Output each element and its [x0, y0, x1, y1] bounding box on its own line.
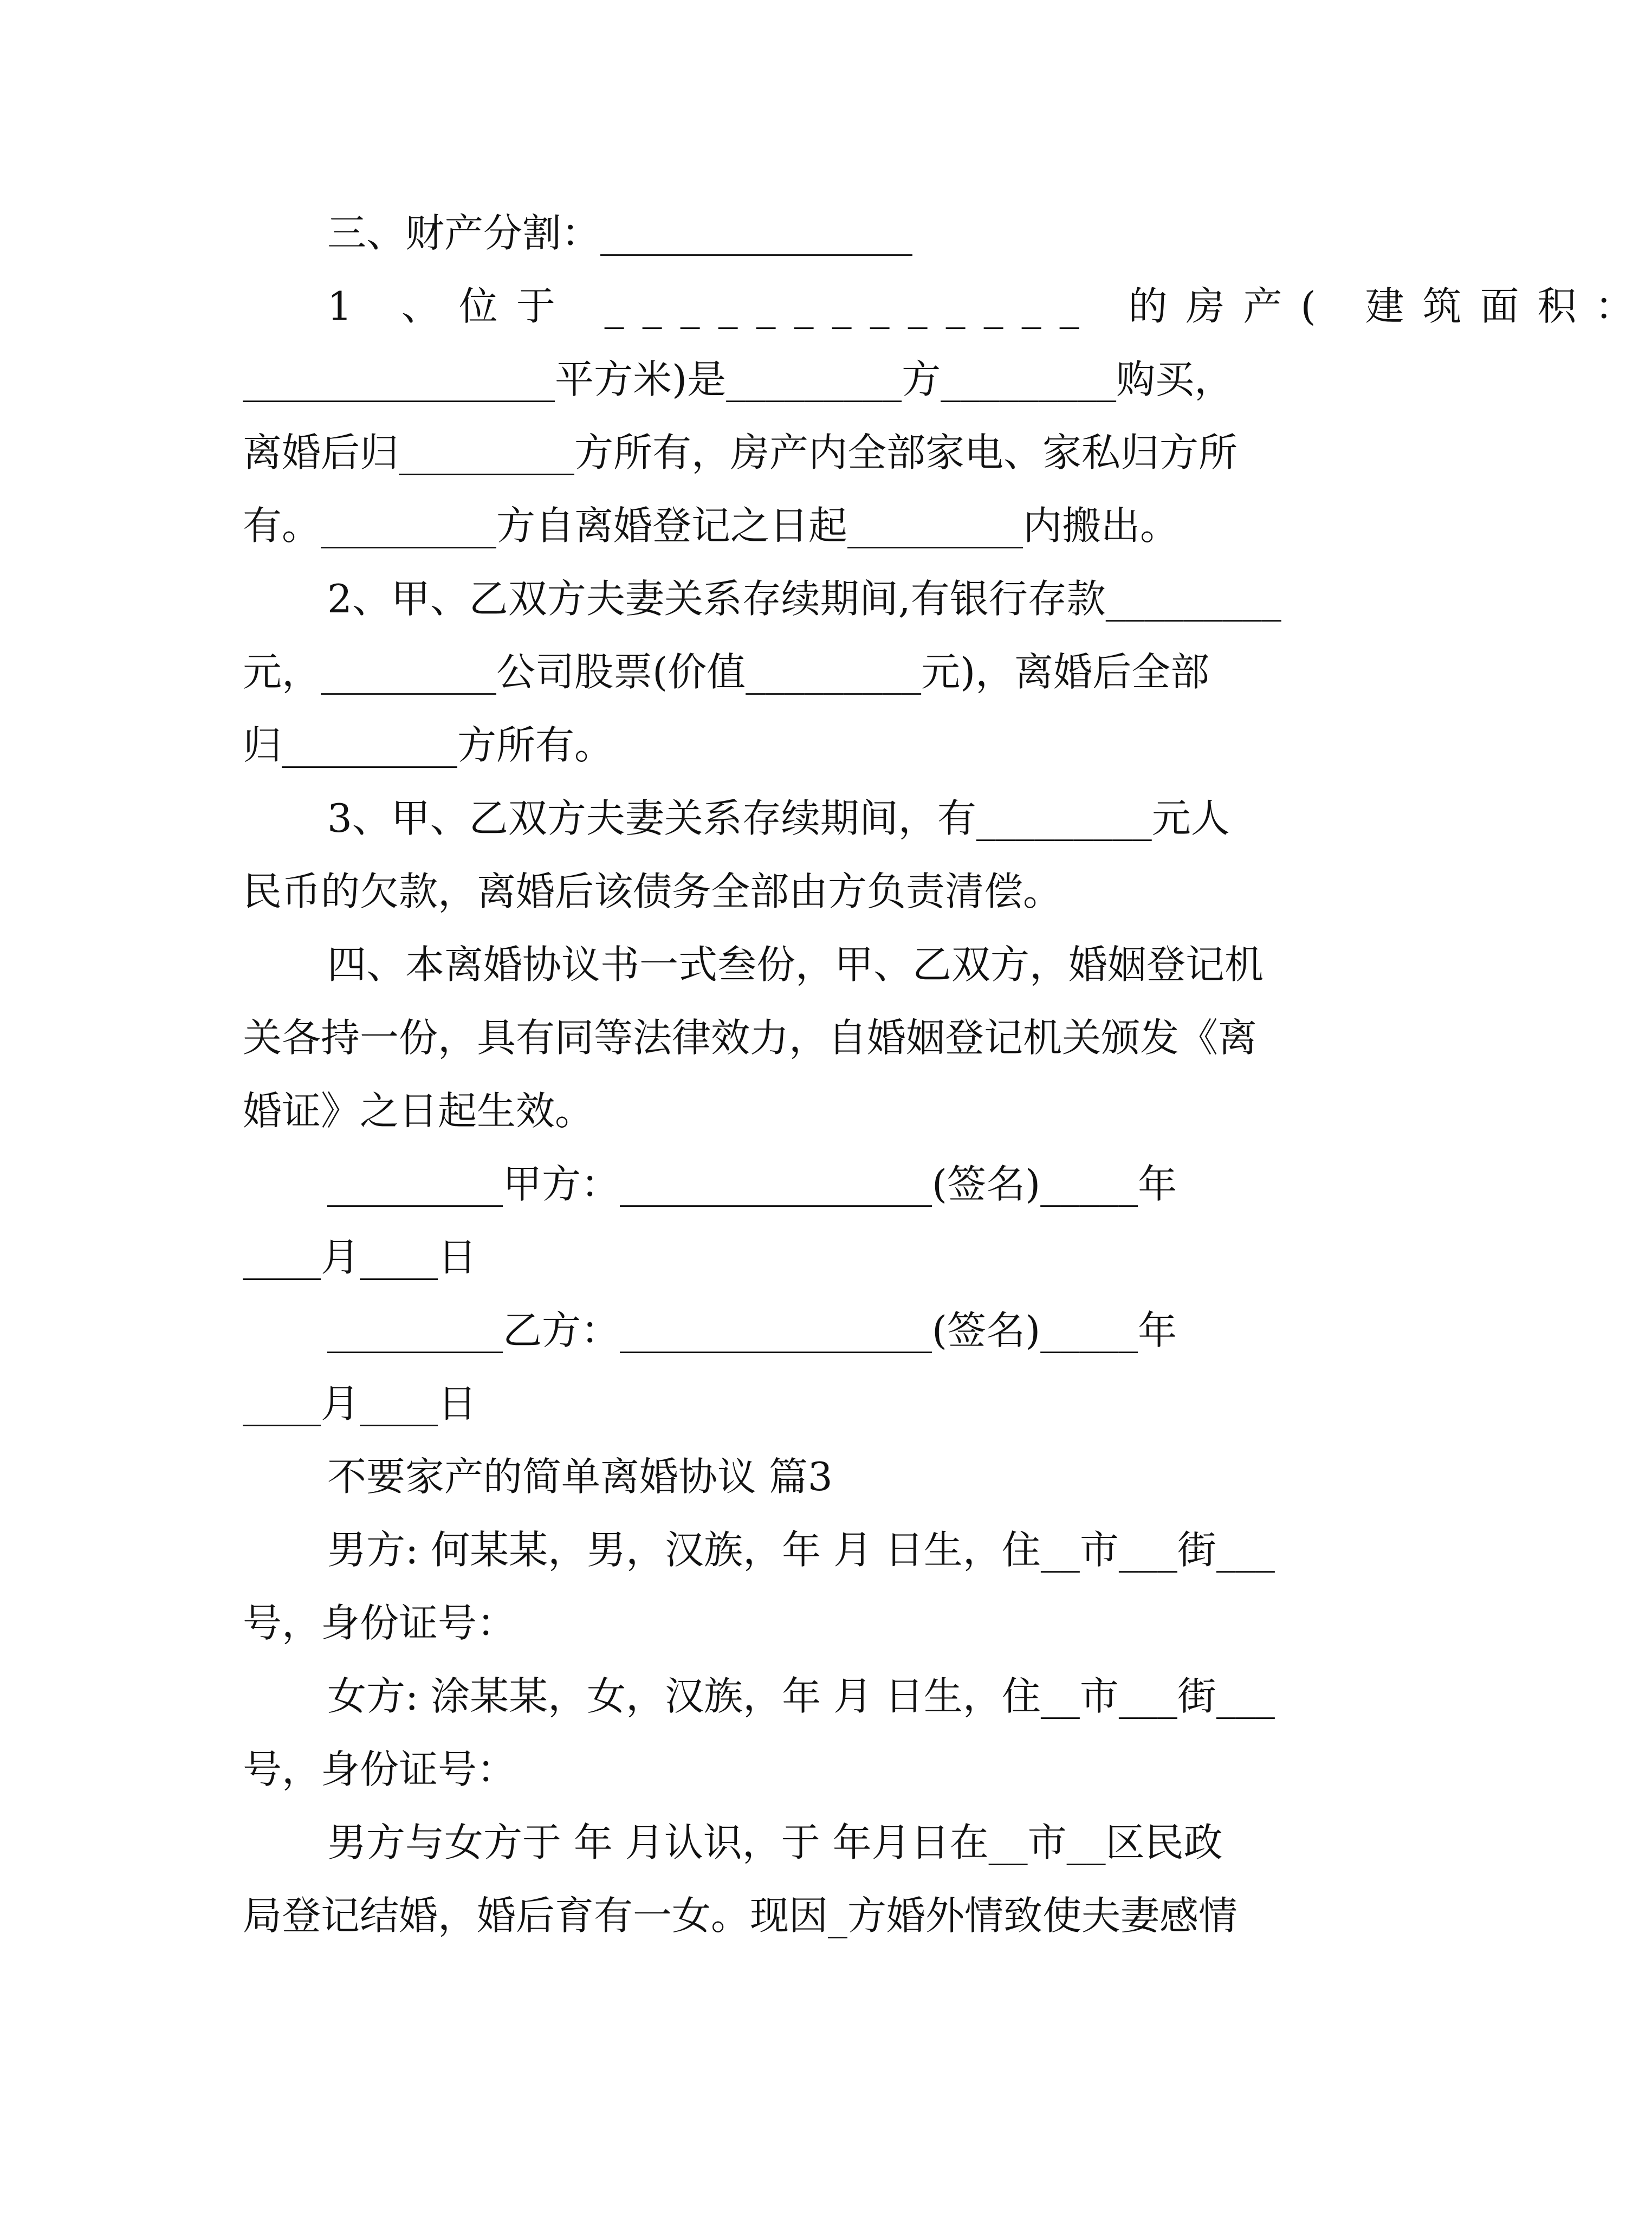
female-party-line-2: 号，身份证号：: [243, 1747, 516, 1792]
section-four-line-3: 婚证》之日起生效。: [243, 1088, 594, 1134]
section-property-division: 三、财产分割：________________: [327, 210, 913, 256]
section-four-line-2: 关各持一份，具有同等法律效力，自婚姻登记机关颁发《离: [243, 1015, 1258, 1060]
party-b-signature-line: _________乙方：________________(签名)_____年: [327, 1308, 1177, 1353]
clause-1-line-2: ________________平方米)是_________方_________购买，: [243, 357, 1234, 402]
marriage-background-line-1: 男方与女方于 年 月认识，于 年月日在__市__区民政: [327, 1820, 1223, 1865]
male-party-line-1: 男方: 何某某，男，汉族，年 月 日生，住__市___街___: [327, 1527, 1275, 1573]
clause-3-line-2: 民币的欠款，离婚后该债务全部由方负责清偿。: [243, 869, 1063, 914]
female-party-line-1: 女方: 涂某某，女，汉族，年 月 日生，住__市___街___: [327, 1673, 1275, 1719]
clause-2-line-3: 归_________方所有。: [243, 722, 614, 768]
party-a-date-line: ____月____日: [243, 1234, 477, 1280]
clause-1-line-1: 1 、位于 _____________ 的房产( 建筑面积：: [327, 283, 1652, 329]
clause-2-line-2: 元，_________公司股票(价值_________元)，离婚后全部: [243, 649, 1210, 695]
section-four-line-1: 四、本离婚协议书一式叁份，甲、乙双方，婚姻登记机: [327, 942, 1264, 987]
marriage-background-line-2: 局登记结婚，婚后育有一女。现因_方婚外情致使夫妻感情: [243, 1893, 1238, 1938]
clause-1-line-3: 离婚后归_________方所有，房产内全部家电、家私归方所: [243, 430, 1238, 475]
party-a-signature-line: _________甲方：________________(签名)_____年: [327, 1161, 1177, 1207]
party-b-date-line: ____月____日: [243, 1381, 477, 1426]
clause-2-line-1: 2、甲、乙双方夫妻关系存续期间,有银行存款_________: [327, 576, 1281, 622]
male-party-line-2: 号，身份证号：: [243, 1600, 516, 1646]
section-title-3: 不要家产的简单离婚协议 篇3: [327, 1454, 833, 1499]
clause-3-line-1: 3、甲、乙双方夫妻关系存续期间，有_________元人: [327, 796, 1230, 841]
clause-1-line-4: 有。_________方自离婚登记之日起_________内搬出。: [243, 503, 1180, 548]
